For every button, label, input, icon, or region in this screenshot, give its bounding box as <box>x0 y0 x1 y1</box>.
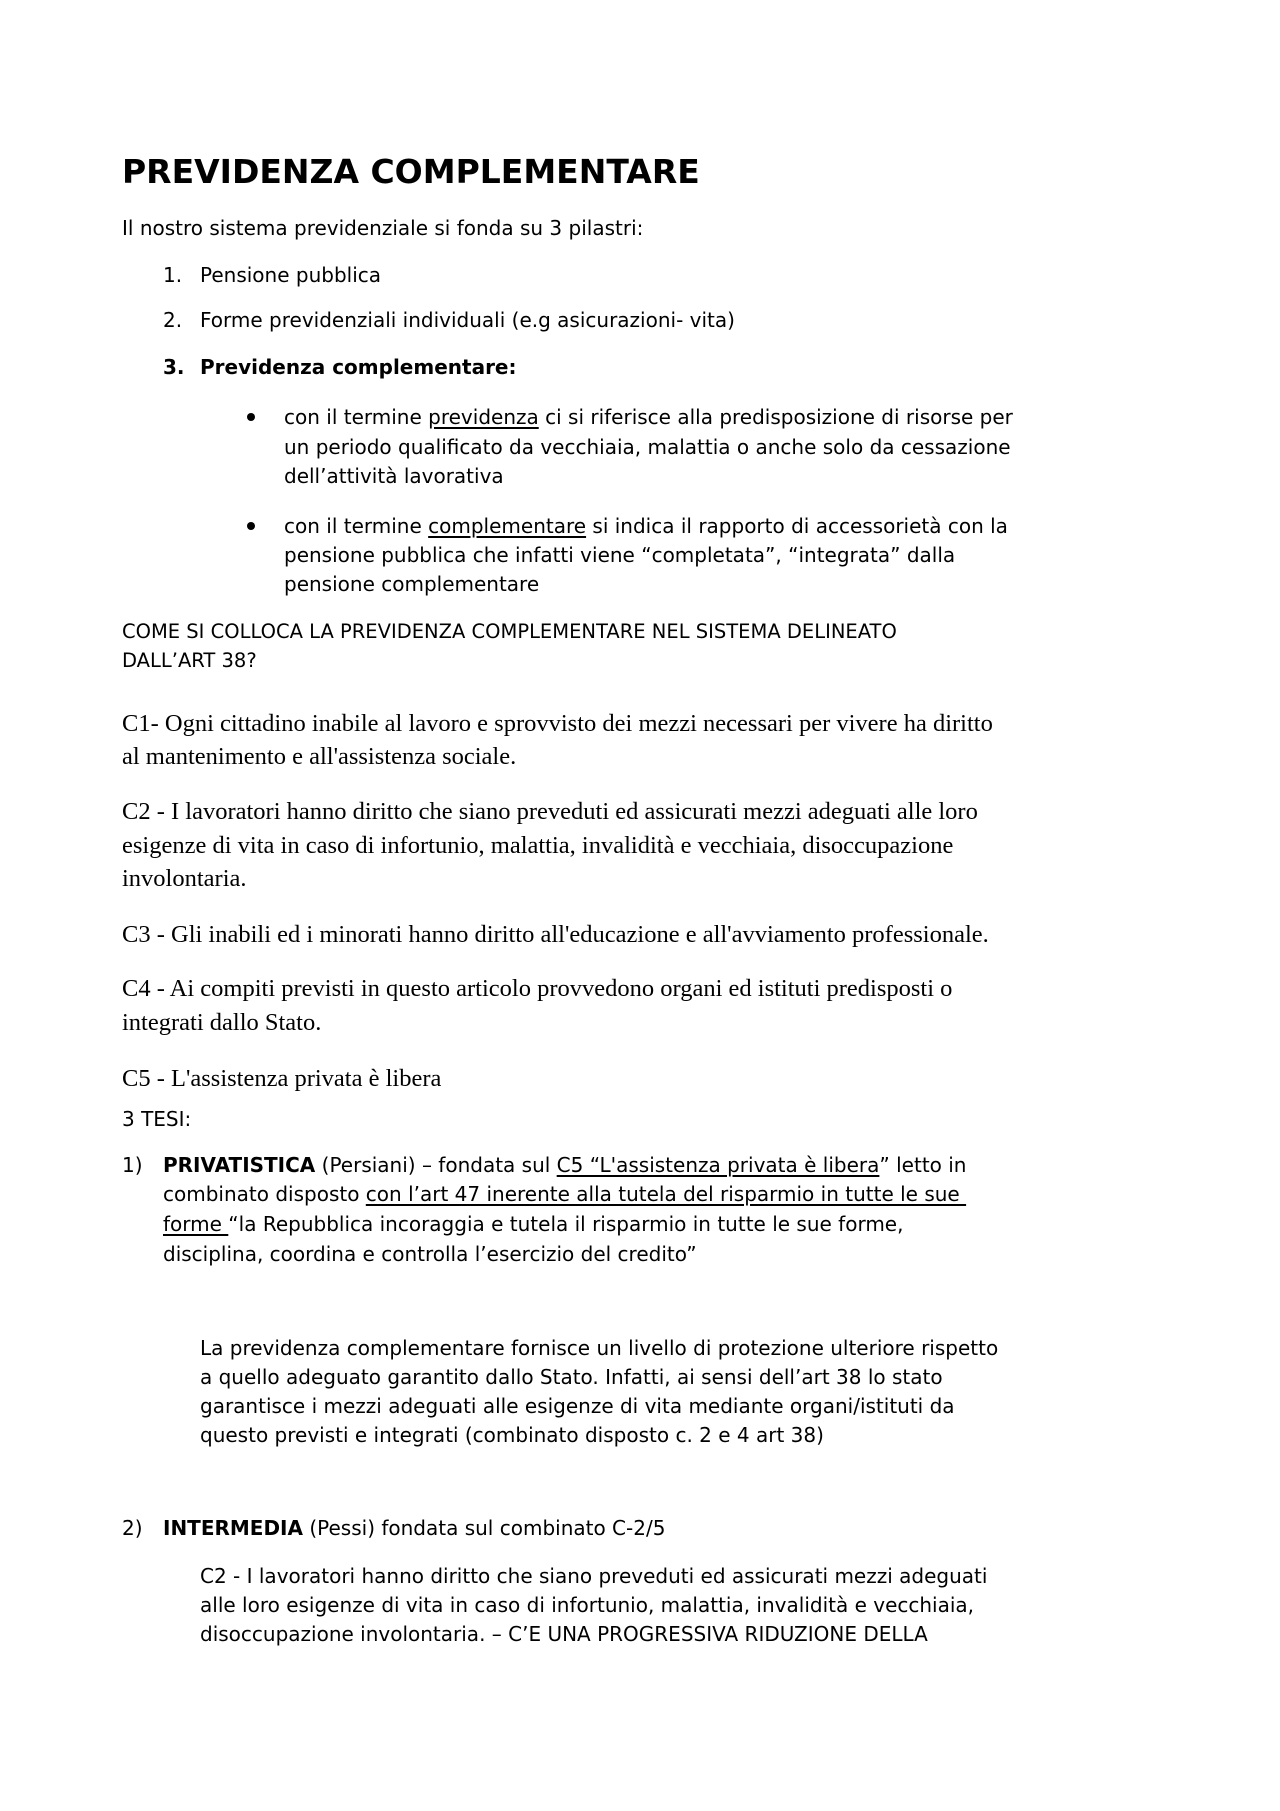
text: (Pessi) fondata sul combinato C-2/5 <box>302 1516 666 1540</box>
text: ” letto in <box>879 1153 967 1177</box>
text: “la Repubblica incoraggia e tutela il risparmio in tutte le sue forme, <box>228 1212 904 1236</box>
tesi-paragraph: a quello adeguato garantito dallo Stato. Infatti, ai sensi dell’art 38 lo stato <box>200 1365 943 1389</box>
list-item: Pensione pubblica <box>200 263 382 287</box>
comma-c2: esigenze di vita in caso di infortunio, malattia, invalidità e vecchiaia, disoccupazione <box>122 832 954 859</box>
tesi-paragraph: La previdenza complementare fornisce un livello di protezione ulteriore rispetto <box>200 1336 999 1360</box>
bullet-icon <box>247 413 255 421</box>
tesi-paragraph: alle loro esigenze di vita in caso di infortunio, malattia, invalidità e vecchiaia, <box>200 1593 975 1617</box>
tesi-label: 3 TESI: <box>122 1107 192 1131</box>
underlined-text: con l’art 47 inerente alla tutela del risparmio in tutte le sue <box>365 1182 967 1206</box>
text: si indica il rapporto di accessorietà con la <box>586 514 1008 538</box>
text: (Persiani) – fondata sul <box>315 1153 557 1177</box>
underlined-text: forme <box>163 1212 229 1236</box>
comma-c1: C1- Ogni cittadino inabile al lavoro e sprovvisto dei mezzi necessari per vivere ha diritto <box>122 710 993 737</box>
tesi-line <box>163 1209 903 1239</box>
tesi-line <box>163 1179 966 1209</box>
text: con il termine <box>284 514 429 538</box>
bullet-line <box>284 511 1008 541</box>
comma-c1: al mantenimento e all'assistenza sociale. <box>122 743 517 770</box>
tesi-name: INTERMEDIA <box>163 1516 303 1540</box>
text: con il termine <box>284 405 429 429</box>
tesi-paragraph: disoccupazione involontaria. – C’E UNA PROGRESSIVA RIDUZIONE DELLA <box>200 1622 928 1646</box>
page-title: PREVIDENZA COMPLEMENTARE <box>122 152 700 191</box>
tesi-name: PRIVATISTICA <box>163 1153 316 1177</box>
underlined-term: complementare <box>428 514 587 538</box>
comma-c4: integrati dallo Stato. <box>122 1009 322 1036</box>
bullet-icon <box>247 522 255 530</box>
comma-c3: C3 - Gli inabili ed i minorati hanno diritto all'educazione e all'avviamento professionale. <box>122 921 989 948</box>
tesi-number: 2) <box>122 1516 143 1540</box>
list-item: Forme previdenziali individuali (e.g asicurazioni- vita) <box>200 308 735 332</box>
tesi-paragraph: questo previsti e integrati (combinato disposto c. 2 e 4 art 38) <box>200 1423 824 1447</box>
text: combinato disposto <box>163 1182 366 1206</box>
bullet-line: un periodo qualificato da vecchiaia, malattia o anche solo da cessazione <box>284 435 1011 459</box>
text: ci si riferisce alla predisposizione di risorse per <box>538 405 1013 429</box>
underlined-term: previdenza <box>428 405 539 429</box>
bullet-line <box>284 402 1013 432</box>
list-number: 3. <box>163 355 185 379</box>
tesi-line: disciplina, coordina e controlla l’esercizio del credito” <box>163 1242 697 1266</box>
underlined-text: C5 “L'assistenza privata è libera <box>556 1153 880 1177</box>
tesi-number: 1) <box>122 1153 143 1177</box>
list-item: Previdenza complementare: <box>200 355 517 379</box>
list-number: 2. <box>163 308 183 332</box>
question-heading: DALL’ART 38? <box>122 649 257 672</box>
question-heading: COME SI COLLOCA LA PREVIDENZA COMPLEMENTARE NEL SISTEMA DELINEATO <box>122 620 897 643</box>
bullet-line: pensione pubblica che infatti viene “completata”, “integrata” dalla <box>284 543 956 567</box>
intro-text: Il nostro sistema previdenziale si fonda su 3 pilastri: <box>122 216 644 240</box>
comma-c2: C2 - I lavoratori hanno diritto che siano preveduti ed assicurati mezzi adeguati alle loro <box>122 798 978 825</box>
comma-c2: involontaria. <box>122 865 247 892</box>
tesi-line <box>163 1150 966 1180</box>
comma-c4: C4 - Ai compiti previsti in questo articolo provvedono organi ed istituti predisposti o <box>122 975 953 1002</box>
bullet-line: pensione complementare <box>284 572 540 596</box>
tesi-line <box>163 1513 665 1543</box>
tesi-paragraph: C2 - I lavoratori hanno diritto che siano preveduti ed assicurati mezzi adeguati <box>200 1564 988 1588</box>
list-number: 1. <box>163 263 183 287</box>
tesi-paragraph: garantisce i mezzi adeguati alle esigenze di vita mediante organi/istituti da <box>200 1394 955 1418</box>
comma-c5: C5 - L'assistenza privata è libera <box>122 1065 442 1092</box>
bullet-line: dell’attività lavorativa <box>284 464 504 488</box>
